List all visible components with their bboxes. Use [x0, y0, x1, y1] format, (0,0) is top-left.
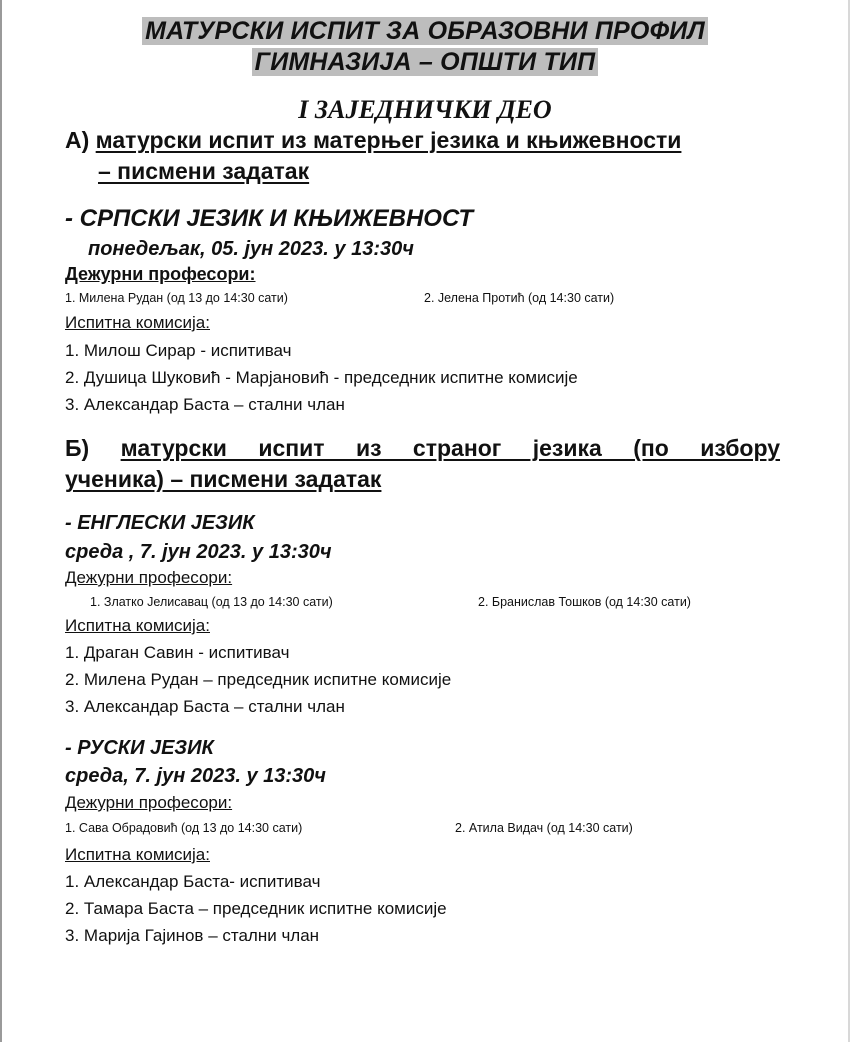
committee-member: 3. Александар Баста – стални члан: [65, 697, 345, 716]
committee-member: 3. Александар Баста – стални члан: [65, 395, 345, 414]
document-title-line-1: МАТУРСКИ ИСПИТ ЗА ОБРАЗОВНИ ПРОФИЛ: [0, 16, 850, 46]
duty-teacher: 2. Бранислав Тошков (од 14:30 сати): [478, 595, 691, 609]
duty-label-english: Дежурни професори:: [65, 568, 233, 587]
duty-teacher: 2. Атила Видач (од 14:30 сати): [455, 821, 633, 835]
subject-serbian: - СРПСКИ ЈЕЗИК И КЊИЖЕВНОСТ: [65, 205, 474, 232]
committee-member: 1. Милош Сирар - испитивач: [65, 341, 292, 360]
subject-russian: - РУСКИ ЈЕЗИК: [65, 737, 214, 759]
document-title-line-2: ГИМНАЗИЈА – ОПШТИ ТИП: [0, 47, 850, 77]
duty-teacher: 1. Сава Обрадовић (од 13 до 14:30 сати): [65, 821, 303, 835]
page-left-edge: [0, 0, 2, 1042]
exam-date-russian: среда, 7. јун 2023. у 13:30ч: [65, 765, 326, 787]
committee-member: 3. Марија Гајинов – стални члан: [65, 926, 320, 945]
duty-teacher: 1. Милена Рудан (од 13 до 14:30 сати): [65, 291, 288, 305]
part-heading: I ЗАЈЕДНИЧКИ ДЕО: [298, 95, 552, 124]
duty-label-russian: Дежурни професори:: [65, 793, 233, 812]
committee-member: 2. Милена Рудан – председник испитне комисије: [65, 670, 452, 689]
exam-date-serbian: понедељак, 05. јун 2023. у 13:30ч: [88, 238, 414, 260]
exam-date-english: среда , 7. јун 2023. у 13:30ч: [65, 541, 332, 563]
duty-label-serbian: Дежурни професори:: [65, 264, 256, 284]
duty-teacher: 1. Златко Јелисавац (од 13 до 14:30 сати): [90, 595, 333, 609]
committee-member: 1. Драган Савин - испитивач: [65, 643, 290, 662]
committee-member: 2. Душица Шуковић - Марјановић - председник испитне комисије: [65, 368, 578, 387]
committee-member: 1. Александар Баста- испитивач: [65, 872, 321, 891]
committee-member: 2. Тамара Баста – председник испитне комисије: [65, 899, 447, 918]
section-b-heading: Б) матурски испит из страног језика (по избору ученика) – писмени задатак: [65, 435, 781, 492]
duty-teacher: 2. Јелена Протић (од 14:30 сати): [424, 291, 615, 305]
subject-english: - ЕНГЛЕСКИ ЈЕЗИК: [65, 512, 255, 534]
committee-label-russian: Испитна комисија:: [65, 845, 210, 864]
committee-label-serbian: Испитна комисија:: [65, 313, 210, 332]
section-a-heading: А) матурски испит из матерњег језика и књижевности – писмени задатак: [65, 127, 682, 184]
committee-label-english: Испитна комисија:: [65, 616, 210, 635]
